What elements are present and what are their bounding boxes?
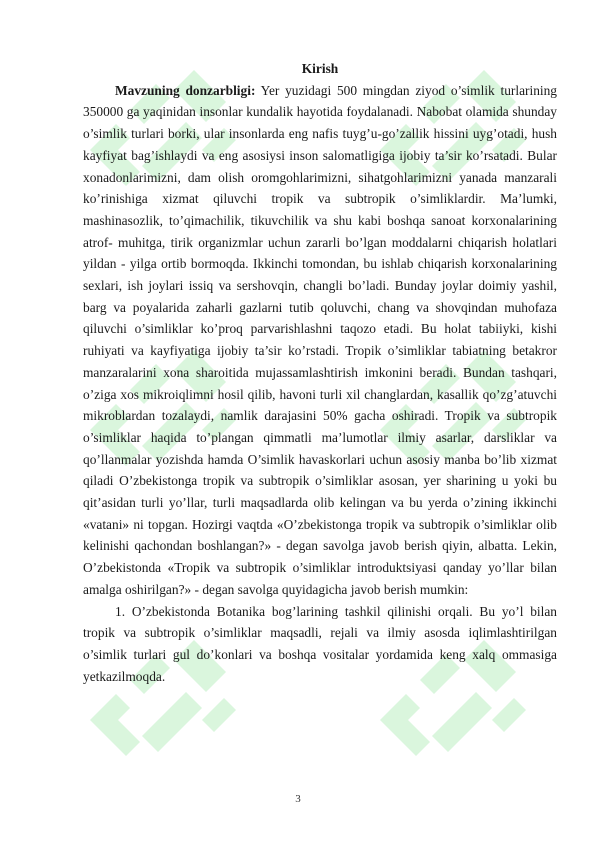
paragraph-text: Yer yuzidagi 500 mingdan ziyod o’simlik turlarining 350000 ga yaqinidan insonlar kundalik hayotida foydalanadi. Nabobat olamida shunday o’simlik turlari borki, ular insonlarda eng nafis tuyg’u-go’zallik hissini uyg’otadi, hush kayfiyat bag’ishlaydi va eng asosiysi inson salomatligiga ijobiy ta’sir ko’rsatadi. Bular xonadonlarimizni, dam olish oromgohlarimizni, sihatgohlarimizni yanada manzarali ko’rinishiga xizmat qiluvchi tropik va subtropik o’simliklardir. Ma’lumki, mashinasozlik, to’qimachilik, tikuvchilik va shu kabi boshqa sanoat korxonalarining atrof- muhitga, tirik organizmlar uchun zararli bo’lgan moddalarni chiqarish holatlari yildan - yilga ortib bormoqda. Ikkinchi tomondan, bu ishlab chiqarish korxonalarining sexlari, ish joylari issiq va sershovqin, changli bo’ladi. Bunday joylar doimiy yashil, barg va poyalarida zaharli gazlarni tutib qoluvchi, chang va shovqindan muhofaza qiluvchi o’simliklar ko’proq parvarishlashni taqozo etadi. Bu holat tabiiyki, kishi ruhiyati va kayfiyatiga ijobiy ta’sir ko’rstadi. Tropik o’simliklar tabiatning betakror manzaralarini xona sharoitida mujassamlashtirish imkonini beradi. Bundan tashqari, o’ziga xos mikroiqlimni hosil qilib, havoni turli xil changlardan, kasallik qo’zg’atuvchi mikroblardan tozalaydi, namlik darajasini 50% gacha oshiradi. Tropik va subtropik o’simliklar haqida to’plangan qimmatli ma’lumotlar ilmiy asarlar, darsliklar va qo’llanmalar yozishda hamda O’simlik havaskorlari uchun asosiy manba bo’lib xizmat qiladi O’zbekistonga tropik va subtropik o’simliklar asosan, yer sharining u yoki bu qit’asidan turli yo’llar, turli maqsadlarda olib kelingan va bu yerda o’zining ikkinchi «vatani» ni topgan. Hozirgi vaqtda «O’zbekistonga tropik va subtropik o’simliklar olib kelinishi qachondan boshlangan?» - degan savolga javob berish qiyin, albatta. Lekin, O’zbekistonda «Tropik va subtropik o’simliklar introduktsiyasi qanday yo’llar bilan amalga oshirilgan?» - degan savolga quyidagicha javob berish mumkin: — [83, 82, 557, 597]
paragraph-lead: Mavzuning donzarbligi: — [115, 82, 256, 98]
paragraph-botanical-gardens: 1. O’zbekistonda Botanika bog’larining tashkil qilinishi orqali. Bu yo’l bilan tropik va subtropik o’simliklar maqsadli, rejali va ilmiy asosda iqlimlashtirilgan o’simlik turlari gul do’konlari va boshqa vositalar yordamida keng xalq ommasiga yetkazilmoqda. — [83, 603, 557, 684]
section-heading: Kirish — [301, 61, 339, 76]
page-number: 3 — [295, 793, 301, 805]
paragraph-relevance — [83, 80, 557, 601]
body-text — [83, 58, 557, 687]
